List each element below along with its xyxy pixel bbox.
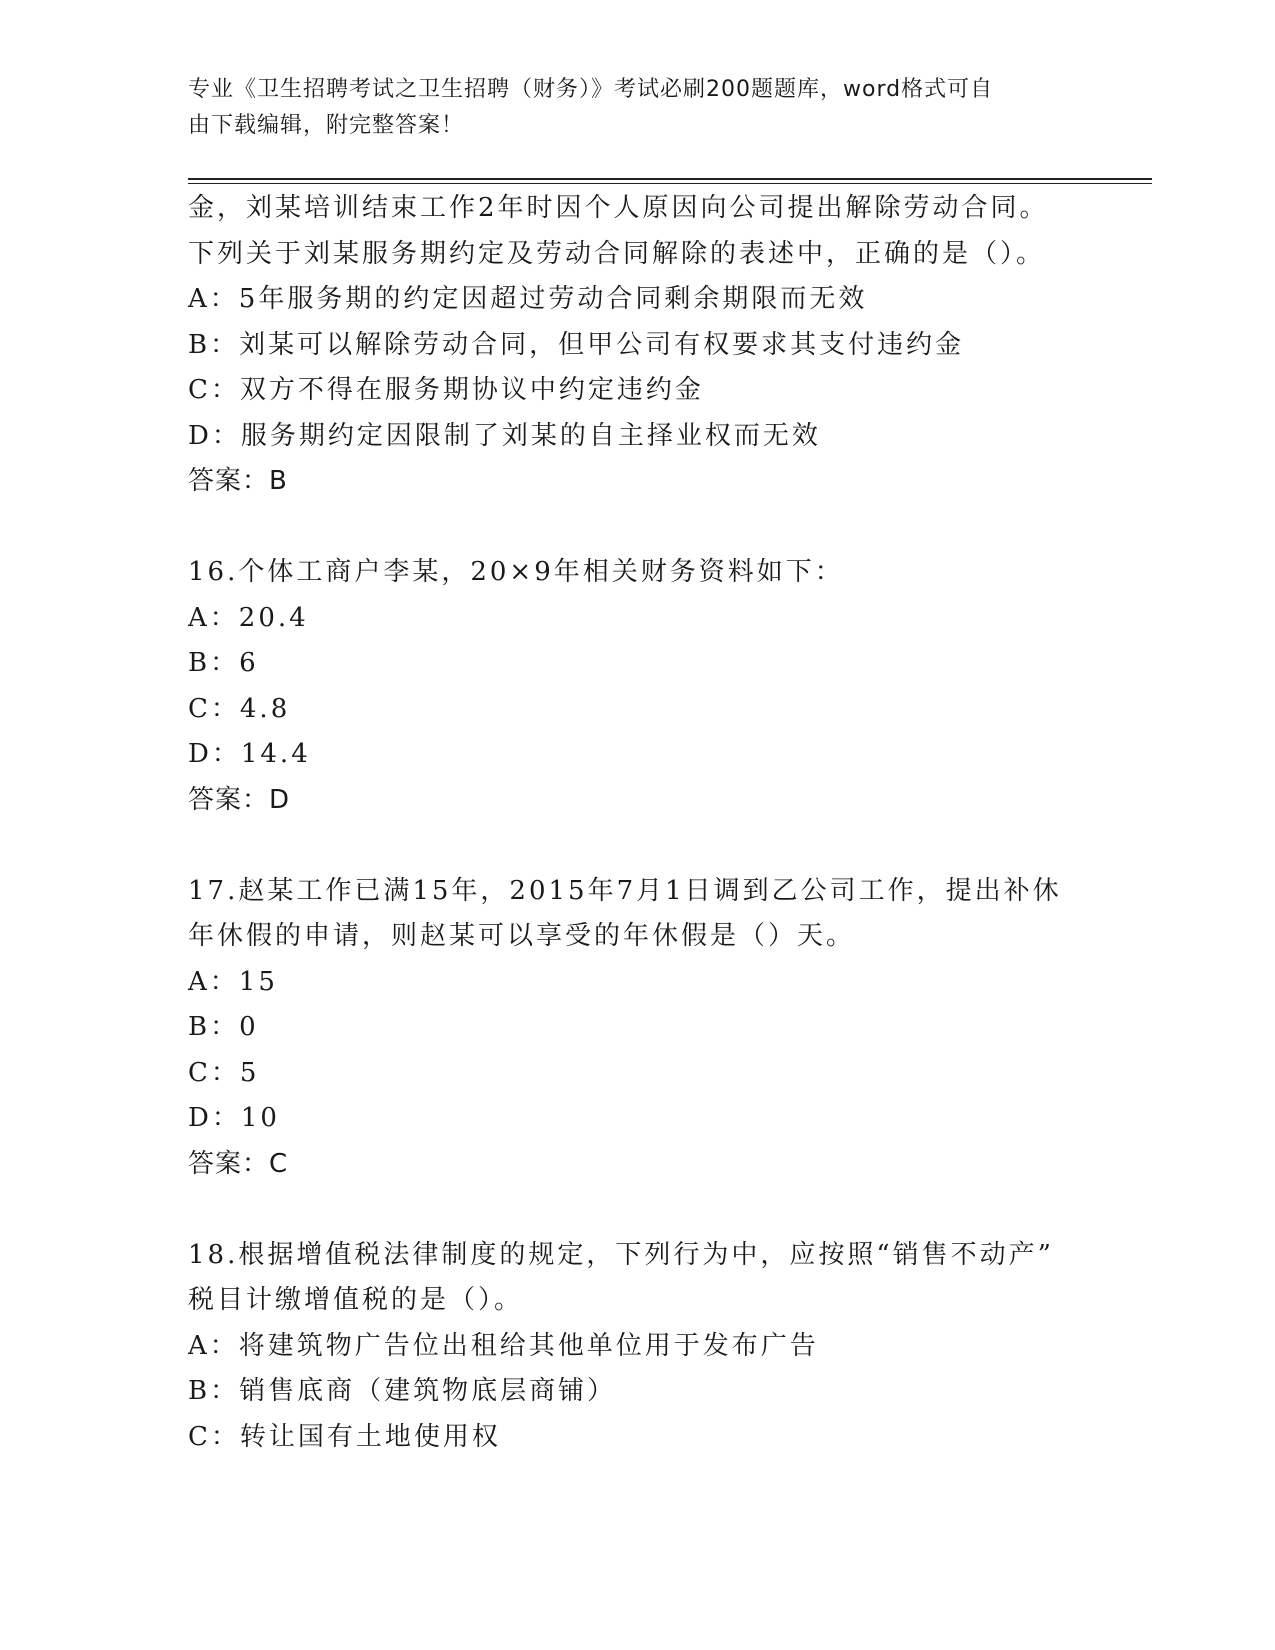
header-line-2: 由下载编辑，附完整答案！ — [188, 113, 465, 138]
option-c: C：5 — [188, 1057, 260, 1088]
question-17 — [188, 869, 1108, 1188]
question-content — [188, 186, 1108, 1460]
option-c: C：双方不得在服务期协议中约定违约金 — [188, 375, 704, 405]
header-divider-thick — [188, 178, 1152, 180]
header-line-1: 专业《卫生招聘考试之卫生招聘（财务）》考试必刷200题题库，word格式可自 — [188, 77, 994, 102]
option-d: D：服务期约定因限制了刘某的自主择业权而无效 — [188, 420, 821, 451]
option-a: A：20.4 — [188, 602, 309, 633]
spacer — [188, 1187, 1108, 1233]
question-text-line: 17.赵某工作已满15年，2015年7月1日调到乙公司工作，提出补休 — [188, 875, 1062, 906]
question-text-line: 金，刘某培训结束工作2年时因个人原因向公司提出解除劳动合同。 — [188, 193, 1049, 223]
option-a: A：5年服务期的约定因超过劳动合同剩余期限而无效 — [188, 284, 868, 314]
question-text-line: 年休假的申请，则赵某可以享受的年休假是（）天。 — [188, 921, 856, 951]
header-divider-thin — [188, 183, 1152, 184]
question-text-line: 18.根据增值税法律制度的规定，下列行为中，应按照“销售不动产” — [188, 1239, 1054, 1270]
question-18 — [188, 1233, 1108, 1461]
option-c: C：转让国有土地使用权 — [188, 1421, 501, 1452]
spacer — [188, 823, 1108, 869]
option-b: B：销售底商（建筑物底层商铺） — [188, 1376, 617, 1406]
question-15-continuation — [188, 186, 1108, 505]
document-header — [188, 72, 1068, 144]
option-d: D：14.4 — [188, 739, 311, 769]
option-c: C：4.8 — [188, 693, 291, 724]
question-16 — [188, 550, 1108, 823]
option-a: A：15 — [188, 966, 278, 997]
question-text-line: 下列关于刘某服务期约定及劳动合同解除的表述中，正确的是（）。 — [188, 238, 1046, 269]
answer-label: 答案：D — [188, 784, 291, 815]
question-text-line: 税目计缴增值税的是（）。 — [188, 1285, 524, 1315]
option-b: B：刘某可以解除劳动合同，但甲公司有权要求其支付违约金 — [188, 329, 965, 360]
answer-label: 答案：C — [188, 1148, 289, 1179]
answer-label: 答案：B — [188, 466, 288, 496]
option-b: B：0 — [188, 1012, 259, 1042]
option-a: A：将建筑物广告位出租给其他单位用于发布广告 — [188, 1330, 819, 1361]
option-d: D：10 — [188, 1103, 280, 1133]
option-b: B：6 — [188, 648, 259, 678]
question-text-line: 16.个体工商户李某，20×9年相关财务资料如下： — [188, 557, 844, 587]
spacer — [188, 505, 1108, 551]
